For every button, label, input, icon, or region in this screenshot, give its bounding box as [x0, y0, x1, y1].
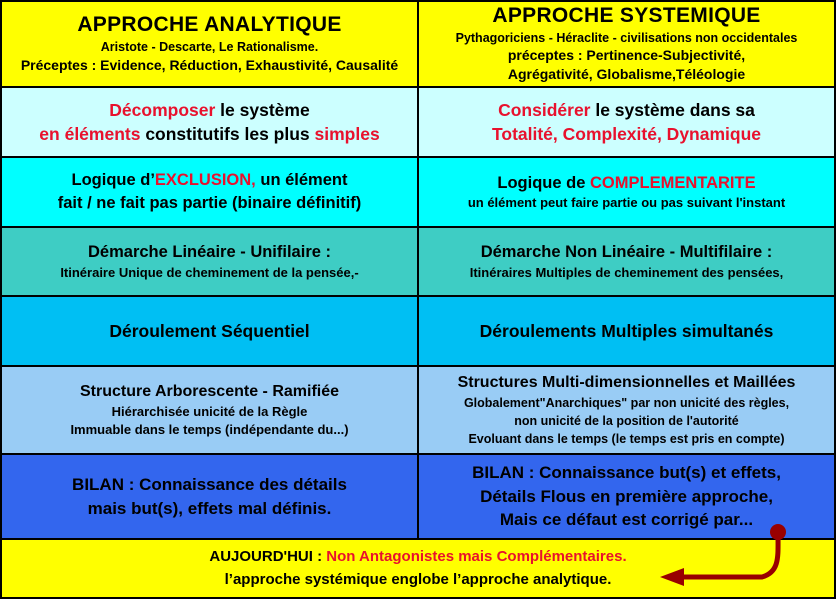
- footer-highlight-complementaires: Non Antagonistes mais Complémentaires.: [326, 548, 627, 565]
- structure-analytique-line1: Structure Arborescente - Ramifiée: [79, 382, 340, 400]
- bilan-systemique-line1: BILAN : Connaissance but(s) et effets,: [472, 462, 781, 482]
- row-demarche: [0, 228, 836, 297]
- footer-line1: [209, 546, 626, 569]
- structure-systemique-line3: non unicité de la position de l'autorité: [514, 413, 739, 428]
- structure-analytique-line2: Hiérarchisée unicité de la Règle: [111, 403, 308, 419]
- demarche-cell-analytique: [2, 228, 419, 295]
- structure-systemique-line1: Structures Multi-dimensionnelles et Maillées: [457, 373, 796, 391]
- demarche-analytique-line2: Itinéraire Unique de cheminement de la pensée,-: [60, 264, 359, 280]
- row-concept: [0, 88, 836, 158]
- concept-analytique-line1-rest: le système: [215, 99, 310, 120]
- logique-analytique-keyword-exclusion: EXCLUSION,: [154, 171, 256, 190]
- header-title-systemique: APPROCHE SYSTEMIQUE: [492, 4, 761, 28]
- logique-analytique-line1-pre: Logique d’: [71, 171, 155, 190]
- demarche-cell-systemique: [419, 228, 834, 295]
- bilan-systemique-line2: Détails Flous en première approche,: [480, 486, 773, 506]
- footer-cell-conclusion: [2, 540, 834, 597]
- logique-systemique-line1-pre: Logique de: [497, 173, 590, 192]
- logique-analytique-line2: fait / ne fait pas partie (binaire définitif): [57, 194, 362, 212]
- deroulement-systemique-line1: Déroulements Multiples simultanés: [479, 320, 774, 341]
- footer-line2: l’approche systémique englobe l’approche analytique.: [224, 570, 612, 588]
- demarche-analytique-line1: Démarche Linéaire - Unifilaire :: [88, 243, 331, 262]
- row-bilan: [0, 455, 836, 540]
- concept-systemique-line1-rest: le système dans sa: [590, 99, 755, 120]
- logique-analytique-line1: [72, 169, 348, 192]
- concept-systemique-line1: [498, 98, 755, 122]
- concept-analytique-line2: [39, 122, 379, 146]
- structure-cell-analytique: [2, 367, 419, 453]
- concept-cell-systemique: [419, 88, 834, 156]
- structure-systemique-line2: Globalement"Anarchiques" par non unicité des règles,: [463, 395, 790, 410]
- row-footer-conclusion: [0, 540, 836, 599]
- demarche-systemique-line1: Démarche Non Linéaire - Multifilaire :: [480, 243, 773, 262]
- header-subtitle-analytique-authors: Aristote - Descarte, Le Rationalisme.: [100, 40, 319, 54]
- logique-systemique-line1: [497, 172, 755, 195]
- logique-cell-analytique: [2, 158, 419, 226]
- header-cell-systemique: [419, 2, 834, 86]
- concept-systemique-keyword-considerer: Considérer: [498, 99, 591, 120]
- deroulement-cell-analytique: [2, 297, 419, 365]
- demarche-systemique-line2: Itinéraires Multiples de cheminement des pensées,: [469, 264, 784, 280]
- deroulement-analytique-line1: Déroulement Séquentiel: [109, 320, 310, 341]
- concept-analytique-line2-mid: constitutifs les plus: [140, 124, 315, 144]
- header-subtitle-systemique-preceptes-1: préceptes : Pertinence-Subjectivité,: [507, 47, 746, 64]
- logique-analytique-line1-post: un élément: [255, 171, 348, 190]
- bilan-systemique-line3: Mais ce défaut est corrigé par...: [499, 510, 754, 530]
- concept-systemique-line2: Totalité, Complexité, Dynamique: [491, 124, 762, 144]
- footer-label-aujourdhui: AUJOURD'HUI :: [209, 548, 327, 565]
- concept-analytique-keyword-simples: simples: [314, 124, 380, 144]
- row-structure: [0, 367, 836, 455]
- header-row: [0, 0, 836, 88]
- concept-analytique-keyword-elements: en éléments: [39, 124, 141, 144]
- row-deroulement: [0, 297, 836, 367]
- logique-systemique-line2: un élément peut faire partie ou pas suivant l'instant: [467, 195, 786, 211]
- structure-systemique-line4: Evoluant dans le temps (le temps est pris en compte): [468, 432, 785, 447]
- header-title-analytique: APPROCHE ANALYTIQUE: [77, 13, 342, 37]
- bilan-cell-systemique: [419, 455, 834, 538]
- row-logique: [0, 158, 836, 228]
- logique-systemique-keyword-complementarite: COMPLEMENTARITE: [589, 173, 756, 192]
- concept-analytique-line1: [109, 98, 309, 122]
- bilan-analytique-line1: BILAN : Connaissance des détails: [72, 474, 347, 494]
- deroulement-cell-systemique: [419, 297, 834, 365]
- bilan-analytique-line2: mais but(s), effets mal définis.: [87, 498, 332, 518]
- header-cell-analytique: [2, 2, 419, 86]
- header-subtitle-systemique-authors: Pythagoriciens - Héraclite - civilisations non occidentales: [455, 30, 798, 45]
- header-subtitle-analytique-preceptes: Préceptes : Evidence, Réduction, Exhaustivité, Causalité: [20, 56, 399, 73]
- logique-cell-systemique: [419, 158, 834, 226]
- structure-analytique-line3: Immuable dans le temps (indépendante du...): [70, 422, 349, 438]
- bilan-cell-analytique: [2, 455, 419, 538]
- structure-cell-systemique: [419, 367, 834, 453]
- concept-analytique-keyword-decomposer: Décomposer: [109, 99, 216, 120]
- header-subtitle-systemique-preceptes-2: Agrégativité, Globalisme,Téléologie: [507, 66, 746, 83]
- concept-cell-analytique: [2, 88, 419, 156]
